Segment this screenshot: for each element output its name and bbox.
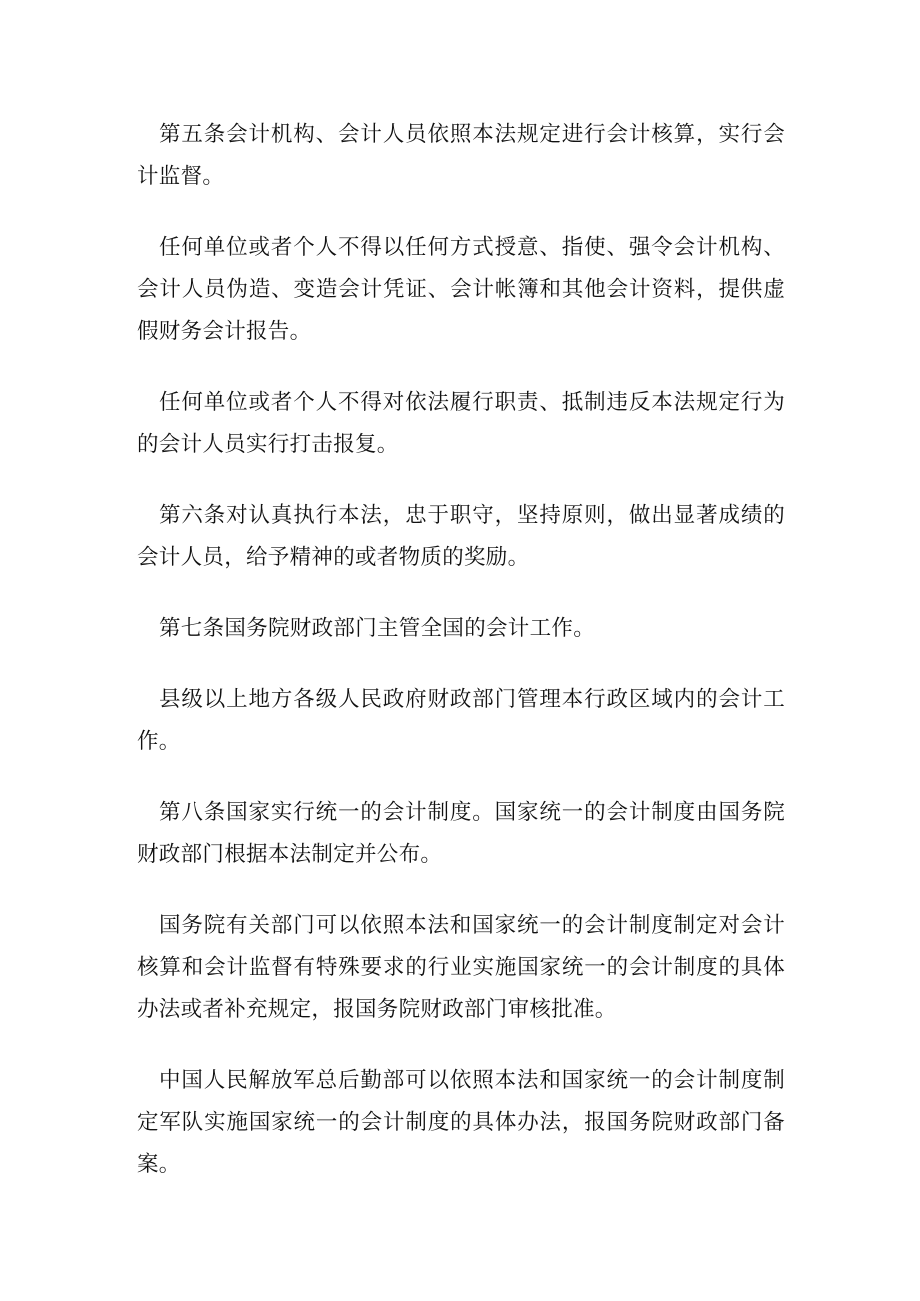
paragraph-article-8: 第八条国家实行统一的会计制度。国家统一的会计制度由国务院财政部门根据本法制定并公布。 bbox=[137, 800, 785, 867]
paragraph-article-5-clause-3: 任何单位或者个人不得对依法履行职责、抵制违反本法规定行为的会计人员实行打击报复。 bbox=[137, 390, 785, 457]
paragraph-article-7: 第七条国务院财政部门主管全国的会计工作。 bbox=[159, 616, 596, 641]
document-body bbox=[137, 114, 785, 1215]
paragraph-article-8-clause-2: 国务院有关部门可以依照本法和国家统一的会计制度制定对会计核算和会计监督有特殊要求的行业实施国家统一的会计制度的具体办法或者补充规定，报国务院财政部门审核批准。 bbox=[137, 913, 785, 1022]
paragraph-article-5: 第五条会计机构、会计人员依照本法规定进行会计核算，实行会计监督。 bbox=[137, 122, 785, 189]
paragraph-article-8-clause-3: 中国人民解放军总后勤部可以依照本法和国家统一的会计制度制定军队实施国家统一的会计制度的具体办法，报国务院财政部门备案。 bbox=[137, 1068, 785, 1177]
paragraph-article-7-clause-2: 县级以上地方各级人民政府财政部门管理本行政区域内的会计工作。 bbox=[137, 687, 785, 754]
paragraph-article-6: 第六条对认真执行本法，忠于职守，坚持原则，做出显著成绩的会计人员，给予精神的或者物质的奖励。 bbox=[137, 503, 785, 570]
paragraph-article-5-clause-2: 任何单位或者个人不得以任何方式授意、指使、强令会计机构、会计人员伪造、变造会计凭证、会计帐簿和其他会计资料，提供虚假财务会计报告。 bbox=[137, 235, 785, 344]
